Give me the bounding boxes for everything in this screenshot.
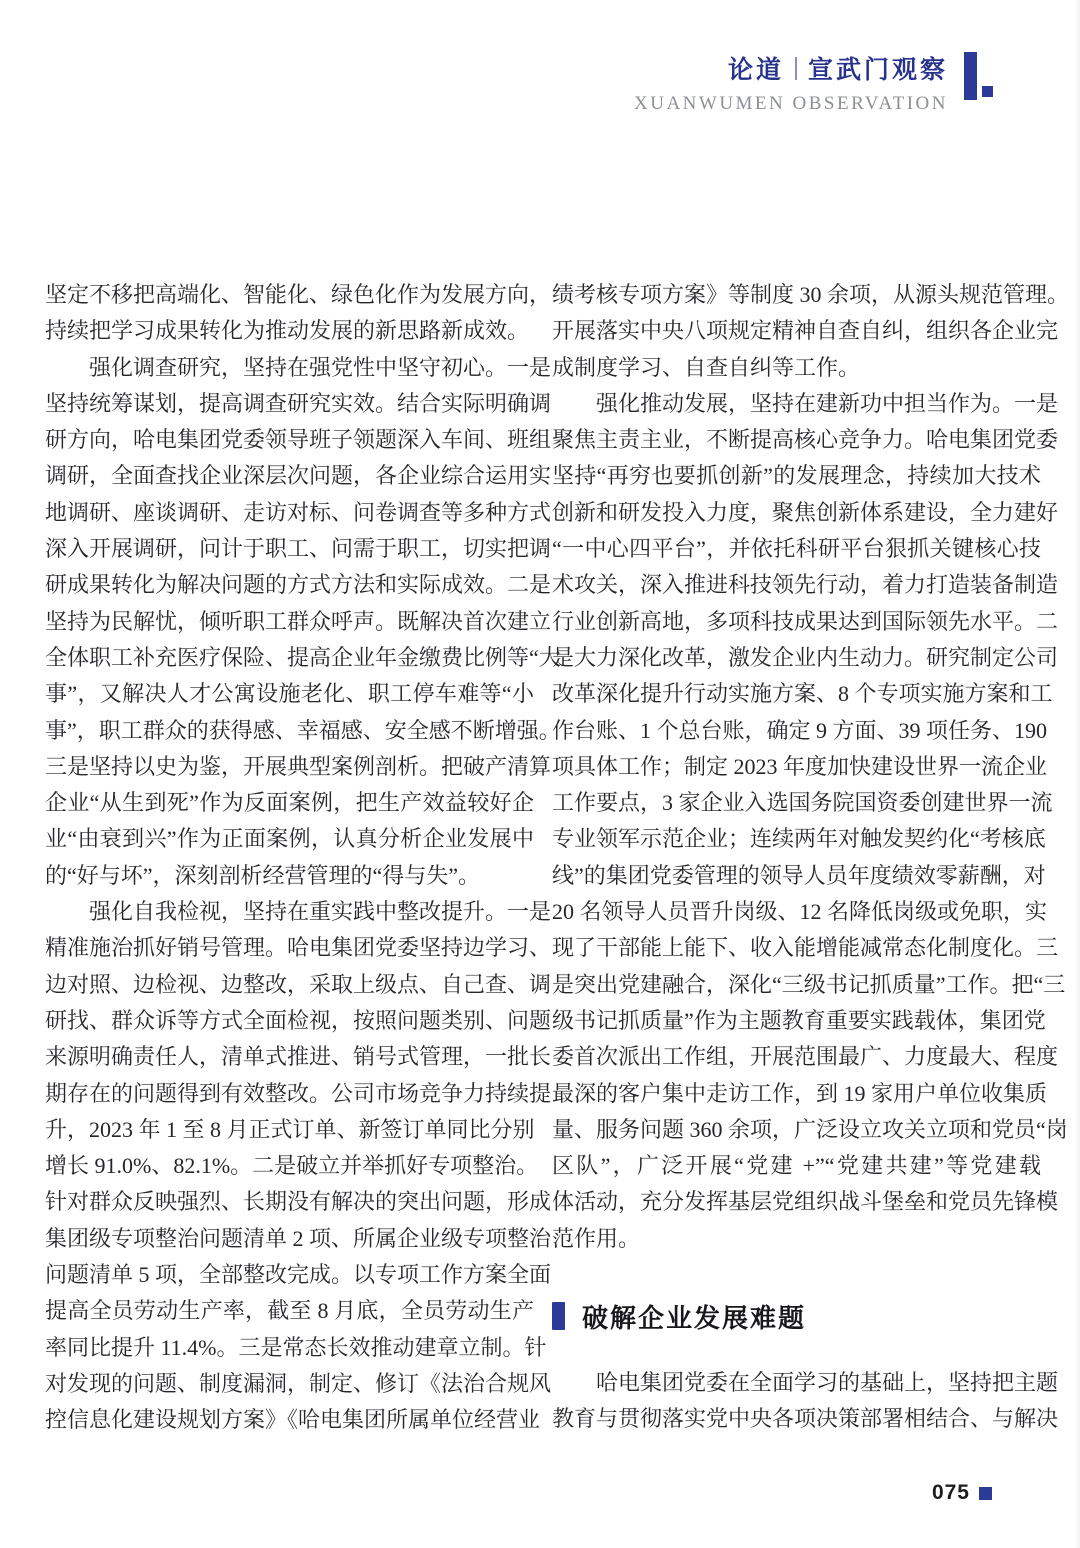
text-line: 事”，职工群众的获得感、幸福感、安全感不断增强。	[45, 717, 561, 743]
text-line: 绩考核专项方案》等制度 30 余项，从源头规范管理。	[552, 282, 1070, 307]
text-line: 针对群众反映强烈、长期没有解决的突出问题，形成	[45, 1189, 552, 1215]
header-title-cn	[634, 50, 948, 86]
text-line: 聚焦主责主业，不断提高核心竞争力。哈电集团党委	[552, 427, 1059, 453]
text-line: 教育与贯彻落实党中央各项决策部署相结合、与解决	[552, 1406, 1059, 1432]
footer-accent-square	[979, 1487, 992, 1500]
text-line: 期存在的问题得到有效整改。公司市场竞争力持续提	[45, 1080, 552, 1106]
text-line: 坚定不移把高端化、智能化、绿色化作为发展方向，	[45, 282, 552, 307]
text-line: “一中心四平台”，并依托科研平台狠抓关键核心技	[552, 536, 1041, 562]
text-line: 项具体工作；制定 2023 年度加快建设世界一流企业	[552, 753, 1048, 779]
text-line: 量、服务问题 360 余项，广泛设立攻关立项和党员“岗	[552, 1116, 1068, 1142]
text-line: 的“好与坏”，深刻剖析经营管理的“得与失”。	[45, 862, 481, 888]
text-line: 事”，又解决人才公寓设施老化、职工停车难等“小	[45, 681, 534, 707]
article-column-right	[552, 277, 1070, 1438]
text-line: 工作要点，3 家企业入选国务院国资委创建世界一流	[552, 790, 1053, 816]
magazine-logo-icon	[964, 52, 994, 104]
text-line: 来源明确责任人，清单式推进、销号式管理，一批长	[45, 1044, 552, 1070]
text-line: 成制度学习、自查自纠等工作。	[552, 354, 861, 380]
text-line: 研找、群众诉等方式全面检视，按照问题类别、问题	[45, 1007, 552, 1033]
text-line: 改革深化提升行动实施方案、8 个专项实施方案和工	[552, 681, 1053, 707]
text-line: 研方向，哈电集团党委领导班子领题深入车间、班组	[45, 427, 552, 453]
text-line: 问题清单 5 项，全部整改完成。以专项工作方案全面	[45, 1262, 552, 1288]
text-line: 率同比提升 11.4%。三是常态长效推动建章立制。针	[45, 1334, 547, 1360]
text-line: 最深的客户集中走访工作，到 19 家用户单位收集质	[552, 1080, 1048, 1106]
text-line: 20 名领导人员晋升岗级、12 名降低岗级或免职，实	[552, 899, 1048, 925]
text-line: 体活动，充分发挥基层党组织战斗堡垒和党员先锋模	[552, 1189, 1059, 1215]
text-line: 升，2023 年 1 至 8 月正式订单、新签订单同比分别	[45, 1116, 535, 1142]
header-title-en: XUANWUMEN OBSERVATION	[634, 93, 948, 114]
text-line: 企业“从生到死”作为反面案例，把生产效益较好企	[45, 790, 534, 816]
text-line: 三是坚持以史为鉴，开展典型案例剖析。把破产清算	[45, 753, 552, 779]
heading-accent-bar-icon	[552, 1302, 565, 1330]
text-line: 行业创新高地，多项科技成果达到国际领先水平。二	[552, 608, 1059, 634]
logo-bar	[964, 52, 977, 100]
text-line: 委首次派出工作组，开展范围最广、力度最大、程度	[552, 1044, 1059, 1070]
text-line: 是大力深化改革，激发企业内生动力。研究制定公司	[552, 644, 1059, 670]
page-footer	[932, 1481, 992, 1505]
text-line: 集团级专项整治问题清单 2 项、所属企业级专项整治	[45, 1225, 552, 1251]
text-line: 调研，全面查找企业深层次问题，各企业综合运用实	[45, 463, 552, 489]
article-column-left	[45, 277, 561, 1439]
text-line: 术攻关，深入推进科技领先行动，着力打造装备制造	[552, 572, 1059, 598]
text-line: 创新和研发投入力度，聚焦创新体系建设，全力建好	[552, 499, 1059, 525]
header-column-title: 宣武门观察	[807, 57, 948, 84]
text-line: 作台账、1 个总台账，确定 9 方面、39 项任务、190	[552, 717, 1048, 743]
text-line: 深入开展调研，问计于职工、问需于职工，切实把调	[45, 536, 552, 562]
text-line: 业“由衰到兴”作为正面案例，认真分析企业发展中	[45, 826, 534, 852]
logo-square	[982, 86, 993, 97]
header-section-label: 论道	[727, 57, 784, 84]
text-line: 控信息化建设规划方案》《哈电集团所属单位经营业	[45, 1407, 541, 1433]
text-line: 专业领军示范企业；连续两年对触发契约化“考核底	[552, 826, 1046, 852]
text-line: 级书记抓质量”作为主题教育重要实践载体，集团党	[552, 1007, 1046, 1033]
text-line: 对发现的问题、制度漏洞，制定、修订《法治合规风	[45, 1370, 552, 1396]
text-line: 地调研、座谈调研、走访对标、问卷调查等多种方式	[45, 499, 552, 525]
text-line: 强化推动发展，坚持在建新功中担当作为。一是	[596, 390, 1059, 416]
text-line: 区队”，广泛开展“党建 +”“党建共建”等党建载	[552, 1153, 1041, 1179]
text-line: 增长 91.0%、82.1%。二是破立并举抓好专项整治。	[45, 1153, 539, 1179]
text-line: 精准施治抓好销号管理。哈电集团党委坚持边学习、	[45, 935, 552, 961]
header-titles	[634, 50, 948, 115]
text-line: 范作用。	[552, 1225, 641, 1251]
text-line: 哈电集团党委在全面学习的基础上，坚持把主题	[596, 1370, 1059, 1396]
text-line: 强化自我检视，坚持在重实践中整改提升。一是	[89, 899, 552, 925]
text-line: 全体职工补充医疗保险、提高企业年金缴费比例等“大	[45, 644, 561, 670]
text-line: 研成果转化为解决问题的方式方法和实际成效。二是	[45, 572, 552, 598]
text-line: 是突出党建融合，深化“三级书记抓质量”工作。把“三	[552, 971, 1066, 997]
header-divider	[795, 57, 797, 80]
text-line: 坚持统筹谋划，提高调查研究实效。结合实际明确调	[45, 390, 552, 416]
text-line: 线”的集团党委管理的领导人员年度绩效零薪酬，对	[552, 862, 1046, 888]
text-line: 坚持为民解忧，倾听职工群众呼声。既解决首次建立	[45, 608, 552, 634]
text-line: 提高全员劳动生产率，截至 8 月底，全员劳动生产	[45, 1298, 534, 1324]
section-heading-text: 破解企业发展难题	[582, 1303, 807, 1333]
text-line: 开展落实中央八项规定精神自查自纠，组织各企业完	[552, 318, 1059, 344]
text-line: 持续把学习成果转化为推动发展的新思路新成效。	[45, 318, 530, 344]
text-line: 现了干部能上能下、收入能增能减常态化制度化。三	[552, 935, 1059, 961]
section-heading	[552, 1297, 1041, 1335]
text-line: 边对照、边检视、边整改，采取上级点、自己查、调	[45, 971, 552, 997]
text-line: 坚持“再穷也要抓创新”的发展理念，持续加大技术	[552, 463, 1041, 489]
page-number: 075	[931, 1481, 970, 1504]
page-header	[634, 50, 994, 115]
text-line: 强化调查研究，坚持在强党性中坚守初心。一是	[89, 354, 552, 380]
